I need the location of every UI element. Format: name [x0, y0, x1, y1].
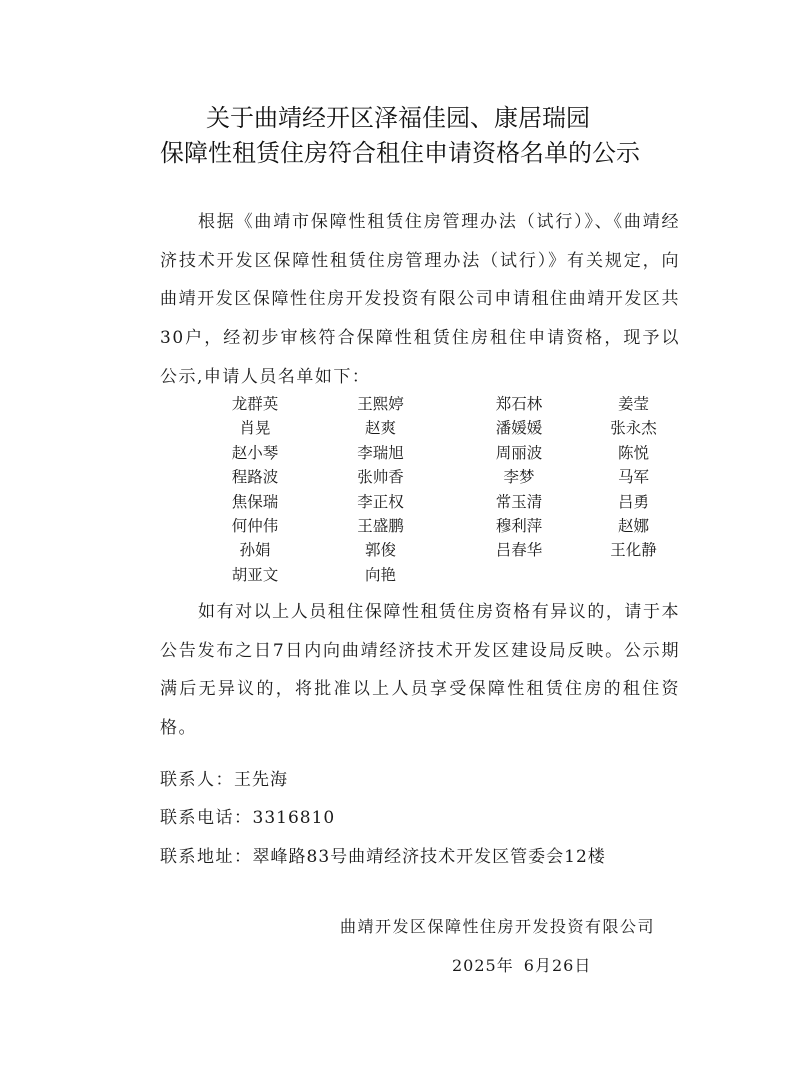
applicant-name: 李梦: [503, 468, 535, 487]
applicant-name: 焦保瑞: [231, 492, 279, 511]
applicant-name: 肖晃: [239, 419, 271, 438]
applicant-name: 郑石林: [495, 395, 543, 413]
objection-paragraph: 如有对以上人员租住保障性租赁住房资格有异议的，请于本公告发布之日7日内向曲靖经济技术开发区建设局反映。公示期满后无异议的，将批准以上人员享受保障性租赁住房的租住资格。: [160, 602, 680, 739]
applicant-name: 孙娟: [239, 541, 271, 560]
applicant-name: 常玉清: [495, 492, 543, 511]
applicant-name: 向艳: [364, 565, 396, 584]
applicant-name: 程路波: [231, 468, 279, 487]
intro-paragraph: 根据《曲靖市保障性租赁住房管理办法（试行）》、《曲靖经济技术开发区保障性租赁住房管理办法（试行）》有关规定，向曲靖开发区保障性住房开发投资有限公司申请租住曲靖开发区共30户，经初步审核符合保障性租赁住房租住申请资格，现予以公示,申请人员名单如下：: [160, 212, 680, 387]
title-line-1: 关于曲靖经开区泽福佳园、康居瑞园: [206, 104, 590, 132]
applicant-name: 赵小琴: [231, 443, 279, 462]
applicant-name: 胡亚文: [231, 565, 279, 584]
contact-person-value: 王先海: [234, 770, 288, 790]
applicant-name: 李正权: [357, 492, 404, 511]
applicant-name: 王熙婷: [357, 395, 404, 413]
applicant-name: 王盛鹏: [357, 516, 404, 535]
contact-address-value: 翠峰路83号曲靖经济技术开发区管委会12楼: [252, 847, 606, 867]
applicant-name: 姜莹: [617, 395, 649, 413]
applicant-name: 马军: [617, 468, 649, 487]
issue-date: 2025年 6月26日: [452, 956, 592, 975]
applicant-name: 张永杰: [610, 419, 657, 438]
applicant-name: 周丽波: [495, 443, 543, 462]
contact-phone-label: 联系电话：: [160, 808, 253, 828]
contact-address-label: 联系地址：: [160, 847, 253, 867]
issuer-name: 曲靖开发区保障性住房开发投资有限公司: [340, 917, 656, 936]
title-line-2: 保障性租赁住房符合租住申请资格名单的公示: [160, 139, 640, 167]
applicant-name: 何仲伟: [231, 516, 279, 535]
contact-address: [160, 845, 606, 869]
applicant-name: 李瑞旭: [357, 443, 404, 462]
applicant-name: 赵娜: [617, 516, 649, 535]
contact-phone-value: 3316810: [252, 808, 336, 828]
applicant-name: 赵爽: [364, 419, 396, 438]
applicant-name: 陈悦: [617, 443, 649, 462]
applicant-name: 穆利萍: [495, 516, 543, 535]
contact-phone: [160, 806, 335, 830]
applicant-name: 王化静: [610, 541, 657, 560]
applicant-name: 郭俊: [364, 541, 396, 560]
applicant-name: 吕勇: [617, 492, 649, 511]
applicant-name: 龙群英: [231, 395, 279, 413]
applicant-name: 潘媛媛: [495, 419, 543, 438]
contact-person-label: 联系人：: [160, 770, 234, 790]
applicant-name-list: [200, 392, 680, 587]
applicant-name: 吕春华: [495, 541, 543, 560]
contact-person: [160, 768, 288, 792]
applicant-name: 张帅香: [357, 468, 404, 487]
